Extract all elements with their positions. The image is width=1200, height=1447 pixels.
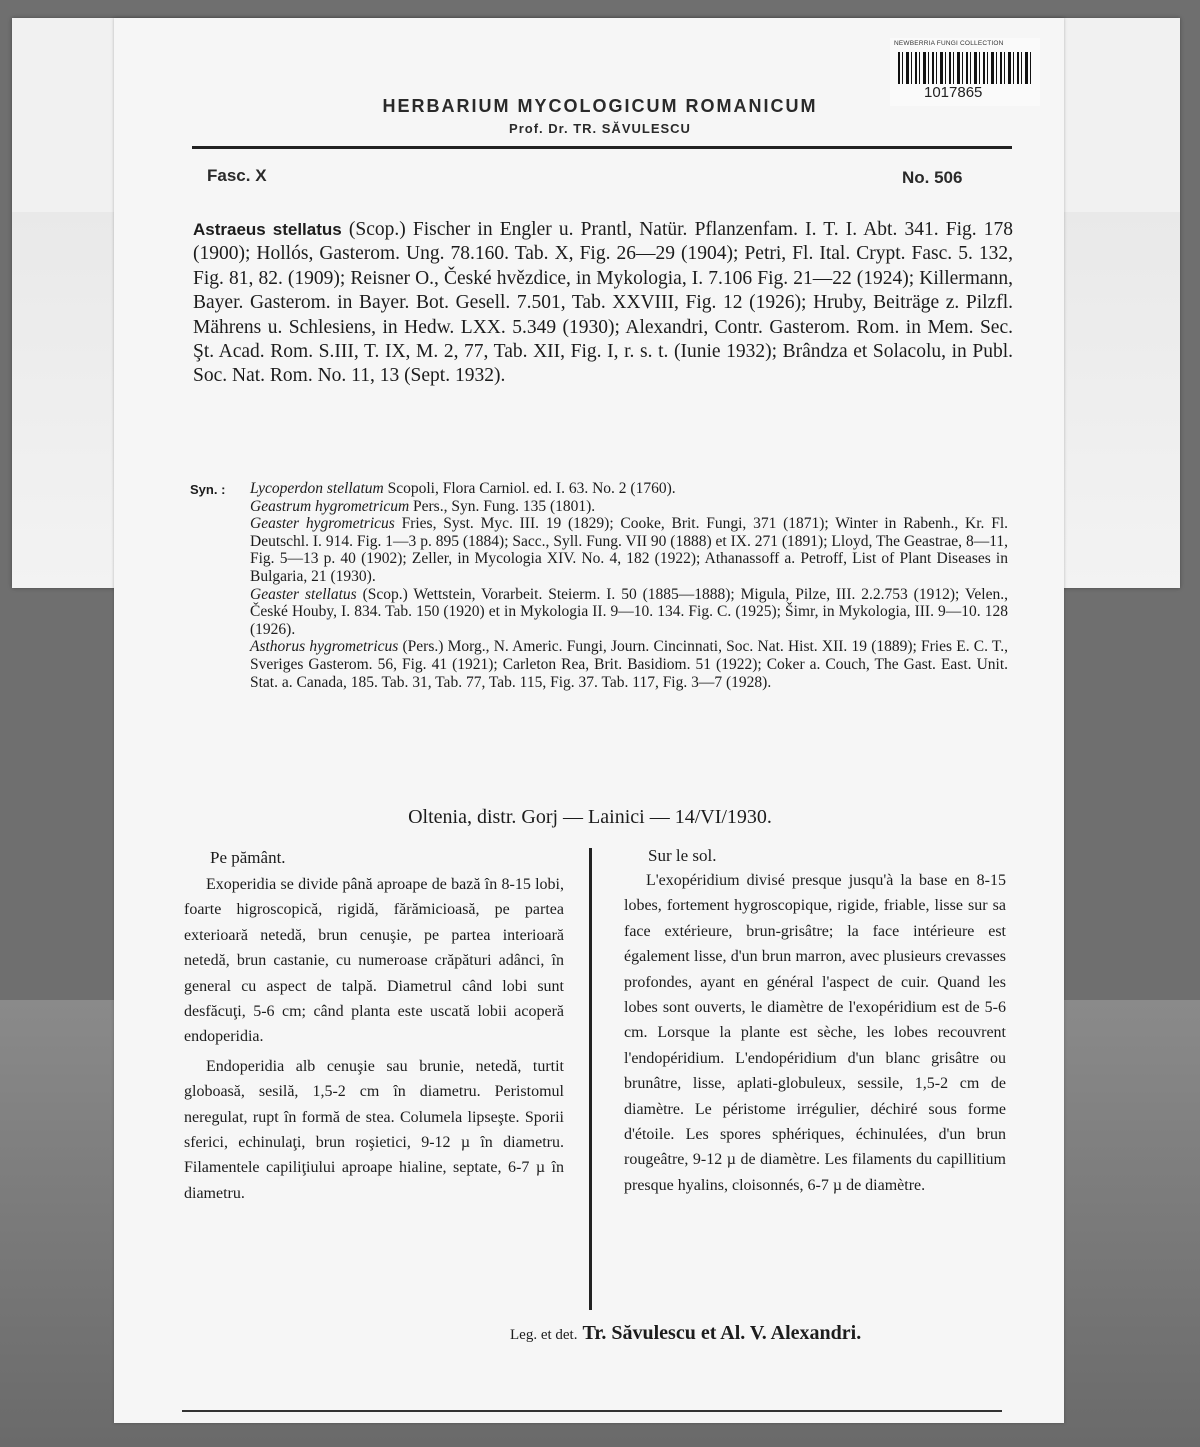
synonym-entry: Geaster hygrometricus Fries, Syst. Myc. III. 19 (1829); Cooke, Brit. Fungi, 371 (1871); Winter in Rabenh., Kr. Fl. Deutschl. I. 914. Fig. 1—3 p. 895 (1884); Sacc., Syll. Fung. VII 90 (1888) et IX. 271 (1891); Lloyd, The Geastrae, 8—11, Fig. 5—13 p. 40 (1902); Zeller, in Mycologia XIV. No. 4, 182 (1922); Athanassoff a. Petroff, List of Plant Diseases in Bulgaria, 21 (1930). [250,515,1008,585]
herbarium-title: HERBARIUM MYCOLOGICUM ROMANICUM [382,96,818,116]
synonym-entry: Asthorus hygrometricus (Pers.) Morg., N. Americ. Fungi, Journ. Cincinnati, Soc. Nat. Hist. XII. 19 (1889); Fries E. C. T., Sveriges Gasterom. 56, Fig. 41 (1921); Carleton Rea, Brit. Basidiom. 51 (1922); Coker a. Couch, The Gast. East. Unit. Stat. a. Canada, 185. Tab. 31, Tab. 77, Tab. 115, Fig. 37. Tab. 117, Fig. 3—7 (1928). [250,638,1008,691]
specimen-number: No. 506 [902,168,963,187]
synonym-entry: Lycoperdon stellatum Scopoli, Flora Carniol. ed. I. 63. No. 2 (1760). [250,480,676,497]
synonym-entry: Geaster stellatus (Scop.) Wettstein, Vorarbeit. Steierm. I. 50 (1885—1888); Migula, Pilze, III. 2.2.753 (1912); Velen., České Houby, I. 834. Tab. 150 (1920) et in Mykologia II. 9—10. 134. Fig. C. (1925); Šimr, in Mykologia, III. 9—10. 128 (1926). [250,585,1008,638]
citation-text: (Scop.) Fischer in Engler u. Prantl, Natür. Pflanzenfam. I. T. I. Abt. 341. Fig. 178 (1900); Hollós, Gasterom. Ung. 78.160. Tab. X, Fig. 26—29 (1904); Petri, Fl. Ital. Crypt. Fasc. 5. 132, Fig. 81, 82. (1909); Reisner O., České hvězdice, in Mykologia, I. 7.106 Fig. 21—22 (1924); Killermann, Bayer. Gasterom. in Bayer. Bot. Gesell. 7.501, Tab. XXVIII, Fig. 12 (1926); Hruby, Beiträge z. Pilzfl. Mährens u. Schlesiens, in Hedw. LXX. 5.349 (1930); Alexandri, Contr. Gasterom. Rom. in Mem. Sec. Şt. Acad. Rom. S.III, T. IX, M. 2, 77, Tab. XII, Fig. I, r. s. t. (Iunie 1932); Brândza et Solacolu, in Publ. Soc. Nat. Rom. No. 11, 13 (Sept. 1932). [193,219,1014,387]
romanian-paragraph: Endoperidia alb cenuşie sau brunie, netedă, turtit globoasă, sesilă, 1,5-2 cm în diametru. Peristomul neregulat, rupt în formă de stea. Columela lipseşte. Sporii sferici, echinulaţi, brun roşietici, 9-12 µ în diametru. Filamentele capiliţiului aproape hialine, septate, 6-7 µ în diametru. [184,1057,564,1202]
synonym-entry: Geastrum hygrometricum Pers., Syn. Fung. 135 (1801). [250,497,596,515]
species-citation [193,218,1013,389]
french-heading: Sur le sol. [648,846,717,865]
barcode-number: 1017865 [924,84,983,101]
barcode-institution: NEWBERRIA FUNGI COLLECTION [894,40,1004,47]
french-description [624,868,1006,1202]
synonyms-label: Syn. : [190,482,226,497]
french-paragraph: L'exopéridium divisé presque jusqu'à la base en 8-15 lobes, fortement hygroscopique, rigide, friable, lisse sur sa face extérieure, brun-grisâtre; la face intérieure est également lisse, d'un brun marron, avec plusieurs crevasses profondes, ayant en général l'aspect de cuir. Quand les lobes sont ouverts, le diamètre de l'exopéridium est de 5-6 cm. Lorsque la plante est sèche, les lobes recouvrent l'endopéridium. L'endopéridium d'un blanc grisâtre ou brunâtre, lisse, aplati-globuleux, sessile, 1,5-2 cm de diamètre. Le péristome irrégulier, déchiré sous forme d'étoile. Les spores sphériques, échinulées, d'un brun rougeâtre, 9-12 µ de diamètre. Les filaments du capillitium presque hyalins, cloisonnés, 6-7 µ de diamètre. [624,872,1006,1194]
collector-prefix: Leg. et det. [510,1327,578,1343]
bottom-rule [182,1410,1002,1412]
taxon-name: Astraeus stellatus [193,220,342,239]
column-divider [589,848,592,1310]
barcode-icon [898,52,1032,84]
romanian-heading: Pe pământ. [210,848,286,867]
locality-line: Oltenia, distr. Gorj — Lainici — 14/VI/1930. [408,806,772,828]
herbarium-subtitle: Prof. Dr. TR. SĂVULESCU [509,121,691,136]
collector-names: Tr. Săvulescu et Al. V. Alexandri. [582,1322,862,1344]
romanian-description [184,872,564,1210]
fascicle-label: Fasc. X [207,166,267,185]
romanian-paragraph: Exoperidia se divide până aproape de bază în 8-15 lobi, foarte higroscopică, rigidă, fărămicioasă, pe partea exterioară netedă, brun cenuşie, pe partea interioară netedă, brun castanie, cu numeroase crăpături adânci, în general cu aspect de talpă. Diametrul când lobi sunt desfăcuţi, 5-6 cm; când planta este uscată lobii acoperă endoperidia. [184,876,564,1046]
header-rule [192,146,1012,149]
synonyms-list [250,480,1008,691]
collector-line [510,1322,861,1345]
